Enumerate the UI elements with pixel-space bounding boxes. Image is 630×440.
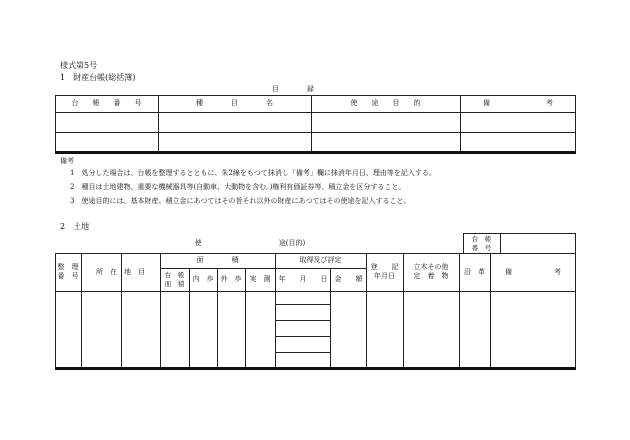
col-remarks: 備 考 xyxy=(505,267,561,276)
acq-subrow-rule xyxy=(275,320,330,321)
col-trees-fixtures: 立木その他 定 着 物 xyxy=(413,263,449,280)
notes-title: 備考 xyxy=(60,157,74,165)
acq-subrow-rule xyxy=(275,336,330,337)
col-area-ledger: 台 帳 面 積 xyxy=(164,271,185,288)
table1-col-category: 種 目 名 xyxy=(196,99,273,108)
ledger-no-divider xyxy=(500,233,501,254)
col-area-survey: 実 測 xyxy=(249,275,271,284)
col-area: 面 積 xyxy=(196,256,239,265)
col-area-outer: 外 歩 xyxy=(220,275,242,284)
col-acq-date-amount: 年 月 日 金 額 xyxy=(278,275,363,284)
table1-col-ledger-no: 台 帳 番 号 xyxy=(71,99,142,108)
section2-title: 2 土地 xyxy=(60,222,90,231)
note-item: 3 使途目的には、基本財産、積立金にあつてはその旨それ以外の財産にあつてはその使途を記入すること。 xyxy=(70,197,411,205)
col-registration-date: 登 記 年月日 xyxy=(370,263,399,280)
acq-subrow-rule xyxy=(275,352,330,353)
note-item: 1 処分した場合は、台帳を整理するとともに、朱2線をもつて抹消し「備考」欄に抹消年月日、理由等を記入する。 xyxy=(70,169,436,177)
table1-col-purpose: 使 途 目 的 xyxy=(350,99,421,108)
use-purpose-header: 使 途(目的) xyxy=(194,238,306,247)
form-id: 様式第5号 xyxy=(60,61,98,70)
note-item: 2 種目は土地建物、重要な機械器具等(自動車、大動物を含む。)権利有価証券等、積立金を区分すること。 xyxy=(70,183,406,191)
table1-rule xyxy=(55,132,576,133)
table1-rule xyxy=(55,112,576,113)
col-location: 所 在 地 目 xyxy=(96,267,145,276)
table2-bottom-rule xyxy=(55,367,576,370)
table1-col-remarks: 備 考 xyxy=(483,99,553,108)
col-area-inner: 内 歩 xyxy=(192,275,214,284)
table1-caption: 目 録 xyxy=(272,85,314,93)
col-acquisition: 取得及び評定 xyxy=(299,256,342,265)
section1-title: 1 財産台帳(総括簿) xyxy=(60,73,136,82)
col-seiri-no: 整 理 番 号 xyxy=(57,263,79,280)
ledger-no-label: 台 帳 番 号 xyxy=(471,235,492,252)
acq-subrow-rule xyxy=(275,304,330,305)
table2-header-bottom xyxy=(55,291,576,292)
col-history: 沿 革 xyxy=(464,267,485,276)
table1-bottom-rule xyxy=(55,151,576,154)
